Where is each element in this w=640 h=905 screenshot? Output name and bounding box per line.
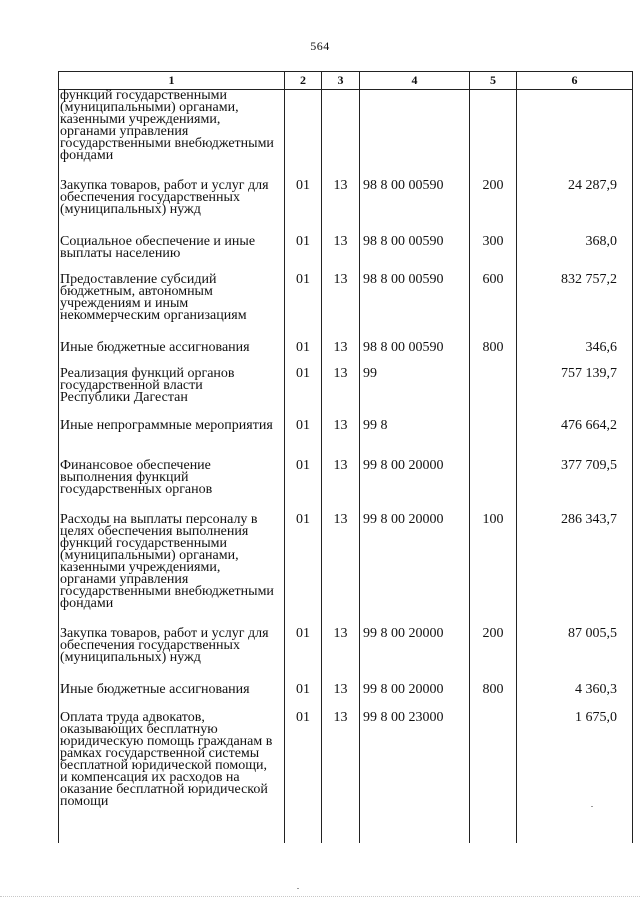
table-header xyxy=(59,72,633,90)
row-article: 98 8 00 00590 xyxy=(360,270,470,338)
row-expense-type: 200 xyxy=(470,624,517,680)
row-section: 01 xyxy=(285,510,322,624)
row-name: Иные непрограммные мероприятия xyxy=(59,416,285,456)
table-row xyxy=(59,510,633,624)
table-row xyxy=(59,456,633,510)
row-expense-type xyxy=(470,708,517,843)
row-name: Предоставление субсидий бюджетным, автономным учреждениям и иным некоммерческим организациям xyxy=(59,270,285,338)
budget-table xyxy=(58,71,633,843)
row-article: 99 xyxy=(360,364,470,416)
row-subsection: 13 xyxy=(322,338,360,364)
row-expense-type: 100 xyxy=(470,510,517,624)
row-article: 98 8 00 00590 xyxy=(360,232,470,270)
row-section: 01 xyxy=(285,364,322,416)
row-expense-type xyxy=(470,364,517,416)
row-name: Оплата труда адвокатов, оказывающих бесплатную юридическую помощь гражданам в рамках государственной системы бесплатной юридической помощи, и компенсация их расходов на оказание бесплатной юридической помощи xyxy=(59,708,285,843)
row-subsection: 13 xyxy=(322,270,360,338)
scan-edge-line xyxy=(0,896,640,898)
row-article: 99 8 00 20000 xyxy=(360,680,470,708)
table-row xyxy=(59,680,633,708)
row-name: Социальное обеспечение и иные выплаты населению xyxy=(59,232,285,270)
row-section: 01 xyxy=(285,232,322,270)
row-section: 01 xyxy=(285,708,322,843)
header-col-5: 5 xyxy=(470,72,517,90)
row-article: 99 8 00 20000 xyxy=(360,624,470,680)
table-row xyxy=(59,338,633,364)
row-subsection: 13 xyxy=(322,416,360,456)
scan-speck xyxy=(591,806,593,807)
row-section: 01 xyxy=(285,176,322,232)
row-expense-type xyxy=(470,90,517,176)
row-amount: 757 139,7 xyxy=(517,364,633,416)
table-row xyxy=(59,176,633,232)
scan-speck xyxy=(297,888,299,889)
row-amount: 87 005,5 xyxy=(517,624,633,680)
row-name: Иные бюджетные ассигнования xyxy=(59,680,285,708)
row-amount: 286 343,7 xyxy=(517,510,633,624)
row-expense-type: 300 xyxy=(470,232,517,270)
row-subsection xyxy=(322,90,360,176)
row-section xyxy=(285,90,322,176)
row-expense-type: 200 xyxy=(470,176,517,232)
row-article: 99 8 00 23000 xyxy=(360,708,470,843)
header-col-2: 2 xyxy=(285,72,322,90)
row-subsection: 13 xyxy=(322,232,360,270)
row-expense-type: 800 xyxy=(470,680,517,708)
row-article: 99 8 00 20000 xyxy=(360,510,470,624)
row-section: 01 xyxy=(285,680,322,708)
table-row xyxy=(59,364,633,416)
row-section: 01 xyxy=(285,456,322,510)
table-row xyxy=(59,90,633,176)
row-name: функций государственными (муниципальными) органами, казенными учреждениями, органами управления государственными внебюджетными фондами xyxy=(59,90,285,176)
table-row xyxy=(59,708,633,843)
row-name: Расходы на выплаты персоналу в целях обеспечения выполнения функций государственными (муниципальными) органами, казенными учреждениями, органами управления государственными внебюджетными фондами xyxy=(59,510,285,624)
table-row xyxy=(59,270,633,338)
row-amount: 24 287,9 xyxy=(517,176,633,232)
header-col-6: 6 xyxy=(517,72,633,90)
row-expense-type xyxy=(470,456,517,510)
row-name: Закупка товаров, работ и услуг для обеспечения государственных (муниципальных) нужд xyxy=(59,624,285,680)
row-article: 99 8 xyxy=(360,416,470,456)
table-row xyxy=(59,416,633,456)
row-section: 01 xyxy=(285,338,322,364)
row-expense-type: 800 xyxy=(470,338,517,364)
row-name: Реализация функций органов государственной власти Республики Дагестан xyxy=(59,364,285,416)
row-subsection: 13 xyxy=(322,456,360,510)
page-number: 564 xyxy=(310,39,330,53)
row-name: Закупка товаров, работ и услуг для обеспечения государственных (муниципальных) нужд xyxy=(59,176,285,232)
row-name: Финансовое обеспечение выполнения функций государственных органов xyxy=(59,456,285,510)
row-amount: 4 360,3 xyxy=(517,680,633,708)
row-article xyxy=(360,90,470,176)
row-amount: 1 675,0 xyxy=(517,708,633,843)
row-subsection: 13 xyxy=(322,176,360,232)
row-name: Иные бюджетные ассигнования xyxy=(59,338,285,364)
row-section: 01 xyxy=(285,270,322,338)
row-article: 99 8 00 20000 xyxy=(360,456,470,510)
row-section: 01 xyxy=(285,624,322,680)
header-col-4: 4 xyxy=(360,72,470,90)
table-row xyxy=(59,624,633,680)
header-col-3: 3 xyxy=(322,72,360,90)
row-amount: 368,0 xyxy=(517,232,633,270)
row-amount: 832 757,2 xyxy=(517,270,633,338)
table-row xyxy=(59,232,633,270)
row-amount: 476 664,2 xyxy=(517,416,633,456)
row-subsection: 13 xyxy=(322,364,360,416)
row-subsection: 13 xyxy=(322,624,360,680)
row-expense-type: 600 xyxy=(470,270,517,338)
row-subsection: 13 xyxy=(322,680,360,708)
row-subsection: 13 xyxy=(322,510,360,624)
row-article: 98 8 00 00590 xyxy=(360,338,470,364)
row-amount: 346,6 xyxy=(517,338,633,364)
row-subsection: 13 xyxy=(322,708,360,843)
row-amount: 377 709,5 xyxy=(517,456,633,510)
row-article: 98 8 00 00590 xyxy=(360,176,470,232)
header-col-1: 1 xyxy=(59,72,285,90)
row-amount xyxy=(517,90,633,176)
row-expense-type xyxy=(470,416,517,456)
table-body xyxy=(59,90,633,844)
row-section: 01 xyxy=(285,416,322,456)
